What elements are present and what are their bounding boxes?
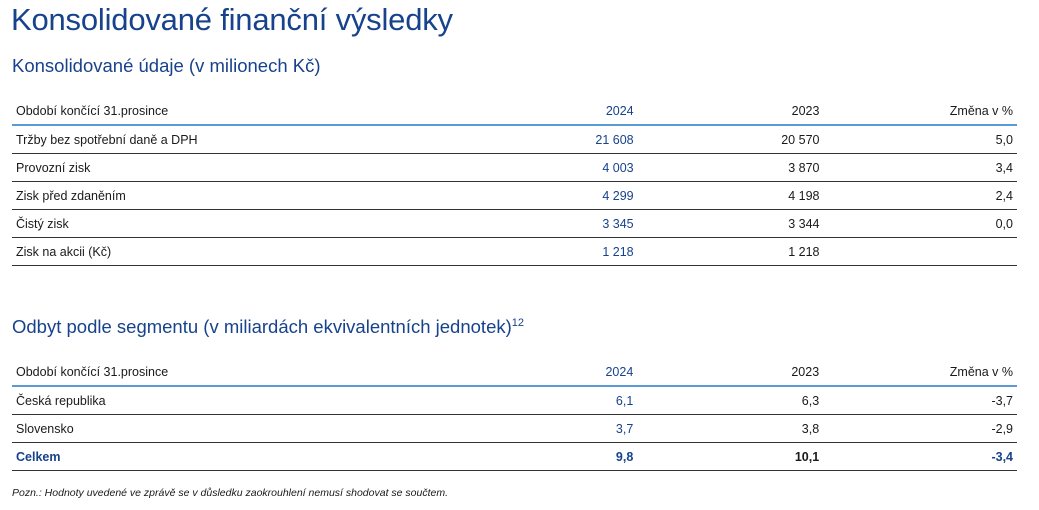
header-period: Období končící 31.prosince bbox=[12, 358, 354, 386]
value-2024: 6,1 bbox=[354, 386, 638, 415]
total-label: Celkem bbox=[12, 443, 354, 471]
table-total-row bbox=[12, 443, 1017, 471]
value-change: 3,4 bbox=[823, 154, 1017, 182]
consolidated-table bbox=[12, 97, 1017, 266]
section-title-consolidated bbox=[12, 55, 321, 77]
header-2023: 2023 bbox=[637, 358, 823, 386]
section-title-text: Odbyt podle segmentu (v miliardách ekvivalentních jednotek) bbox=[12, 316, 512, 337]
value-2024: 3,7 bbox=[354, 415, 638, 443]
value-2023: 1 218 bbox=[638, 238, 824, 266]
row-label: Slovensko bbox=[12, 415, 354, 443]
value-2023: 20 570 bbox=[638, 125, 824, 154]
value-change: -3,7 bbox=[823, 386, 1017, 415]
table-row bbox=[12, 210, 1017, 238]
value-change: -2,9 bbox=[823, 415, 1017, 443]
section-title-text: Konsolidované údaje (v milionech Kč) bbox=[12, 55, 321, 76]
segment-sales-table bbox=[12, 358, 1017, 471]
row-label: Zisk na akcii (Kč) bbox=[12, 238, 354, 266]
table-row bbox=[12, 386, 1017, 415]
table-row bbox=[12, 415, 1017, 443]
value-2024: 1 218 bbox=[354, 238, 637, 266]
value-2024: 4 003 bbox=[354, 154, 637, 182]
header-change: Změna v % bbox=[823, 358, 1017, 386]
value-change bbox=[823, 238, 1017, 266]
header-2024: 2024 bbox=[354, 97, 637, 125]
value-2023: 6,3 bbox=[637, 386, 823, 415]
rounding-note: Pozn.: Hodnoty uvedené ve zprávě se v důsledku zaokrouhlení nemusí shodovat se součtem. bbox=[12, 487, 449, 499]
value-2023: 3 870 bbox=[638, 154, 824, 182]
total-2024: 9,8 bbox=[354, 443, 638, 471]
value-change: 2,4 bbox=[823, 182, 1017, 210]
value-2023: 3 344 bbox=[638, 210, 824, 238]
page-title: Konsolidované finanční výsledky bbox=[11, 2, 453, 37]
table-row bbox=[12, 182, 1017, 210]
total-change: -3,4 bbox=[823, 443, 1017, 471]
row-label: Čistý zisk bbox=[12, 210, 354, 238]
footnote-reference: 12 bbox=[511, 316, 525, 329]
row-label: Tržby bez spotřební daně a DPH bbox=[12, 125, 354, 154]
section-title-segments bbox=[12, 316, 524, 338]
header-change: Změna v % bbox=[823, 97, 1017, 125]
header-period: Období končící 31.prosince bbox=[12, 97, 354, 125]
total-2023: 10,1 bbox=[637, 443, 823, 471]
value-change: 0,0 bbox=[823, 210, 1017, 238]
value-change: 5,0 bbox=[823, 125, 1017, 154]
value-2024: 4 299 bbox=[354, 182, 637, 210]
table-row bbox=[12, 238, 1017, 266]
row-label: Provozní zisk bbox=[12, 154, 354, 182]
value-2023: 3,8 bbox=[637, 415, 823, 443]
row-label: Zisk před zdaněním bbox=[12, 182, 354, 210]
row-label: Česká republika bbox=[12, 386, 354, 415]
value-2024: 21 608 bbox=[354, 125, 637, 154]
table-header-row bbox=[12, 358, 1017, 386]
value-2023: 4 198 bbox=[638, 182, 824, 210]
value-2024: 3 345 bbox=[354, 210, 637, 238]
table-row bbox=[12, 125, 1017, 154]
header-2023: 2023 bbox=[638, 97, 824, 125]
header-2024: 2024 bbox=[354, 358, 638, 386]
table-row bbox=[12, 154, 1017, 182]
table-header-row bbox=[12, 97, 1017, 125]
